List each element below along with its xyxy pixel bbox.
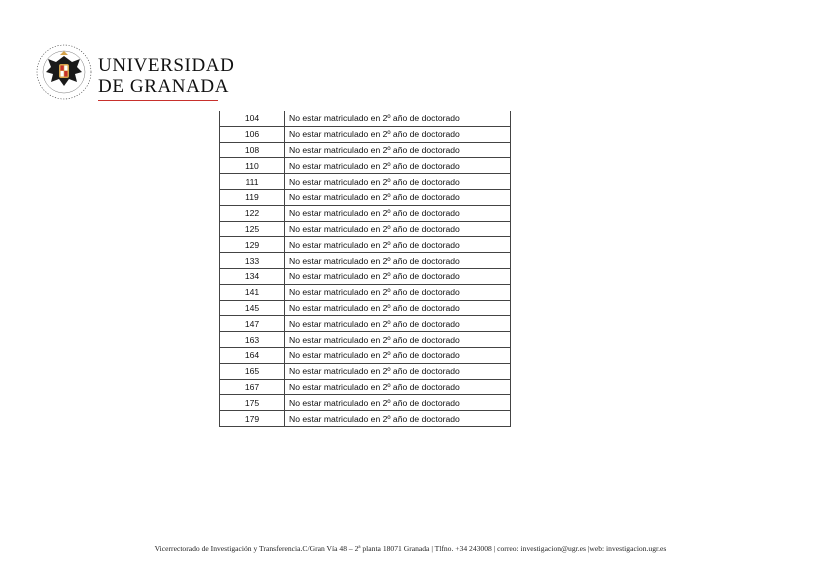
row-number: 167 [220,379,285,395]
row-number: 147 [220,316,285,332]
table-row [220,284,511,300]
row-reason: No estar matriculado en 2º año de doctorado [285,111,511,126]
row-number: 119 [220,189,285,205]
university-seal-icon [34,42,94,102]
logo-underline [98,100,218,101]
row-number: 108 [220,142,285,158]
row-number: 125 [220,221,285,237]
row-reason: No estar matriculado en 2º año de doctorado [285,142,511,158]
row-reason: No estar matriculado en 2º año de doctorado [285,284,511,300]
row-reason: No estar matriculado en 2º año de doctorado [285,189,511,205]
table-row [220,379,511,395]
row-reason: No estar matriculado en 2º año de doctorado [285,221,511,237]
table-row [220,395,511,411]
table-row [220,268,511,284]
table-row [220,189,511,205]
row-reason: No estar matriculado en 2º año de doctorado [285,411,511,427]
row-reason: No estar matriculado en 2º año de doctorado [285,253,511,269]
table-row [220,142,511,158]
table-row [220,363,511,379]
row-number: 141 [220,284,285,300]
table-row [220,205,511,221]
university-logo [34,42,235,102]
table-row [220,300,511,316]
page-footer: Vicerrectorado de Investigación y Transferencia.C/Gran Vía 48 – 2ª planta 18071 Granada | Tlfno. +34 243008 | correo: investigacion@ugr.es |web: investigacion.ugr.es [154,544,667,553]
row-number: 106 [220,126,285,142]
row-number: 133 [220,253,285,269]
table-row [220,158,511,174]
row-number: 145 [220,300,285,316]
row-number: 163 [220,332,285,348]
row-number: 179 [220,411,285,427]
row-number: 134 [220,268,285,284]
row-reason: No estar matriculado en 2º año de doctorado [285,395,511,411]
results-table-body [220,111,511,426]
row-number: 111 [220,174,285,190]
row-reason: No estar matriculado en 2º año de doctorado [285,268,511,284]
row-number: 122 [220,205,285,221]
row-reason: No estar matriculado en 2º año de doctorado [285,126,511,142]
row-reason: No estar matriculado en 2º año de doctorado [285,363,511,379]
row-reason: No estar matriculado en 2º año de doctorado [285,347,511,363]
logo-line1: UNIVERSIDAD [98,55,235,76]
table-row [220,111,511,126]
logo-line2: DE GRANADA [98,76,230,97]
row-number: 165 [220,363,285,379]
table-row [220,174,511,190]
row-number: 164 [220,347,285,363]
row-number: 104 [220,111,285,126]
row-reason: No estar matriculado en 2º año de doctorado [285,174,511,190]
table-row [220,253,511,269]
row-reason: No estar matriculado en 2º año de doctorado [285,205,511,221]
results-table [219,111,511,427]
table-row [220,237,511,253]
row-reason: No estar matriculado en 2º año de doctorado [285,158,511,174]
table-row [220,316,511,332]
row-reason: No estar matriculado en 2º año de doctorado [285,300,511,316]
table-row [220,347,511,363]
table-row [220,332,511,348]
table-row [220,221,511,237]
row-number: 175 [220,395,285,411]
row-reason: No estar matriculado en 2º año de doctorado [285,316,511,332]
row-reason: No estar matriculado en 2º año de doctorado [285,379,511,395]
row-number: 110 [220,158,285,174]
table-row [220,126,511,142]
row-reason: No estar matriculado en 2º año de doctorado [285,237,511,253]
logo-wordmark [98,56,234,96]
table-row [220,411,511,427]
row-number: 129 [220,237,285,253]
row-reason: No estar matriculado en 2º año de doctorado [285,332,511,348]
